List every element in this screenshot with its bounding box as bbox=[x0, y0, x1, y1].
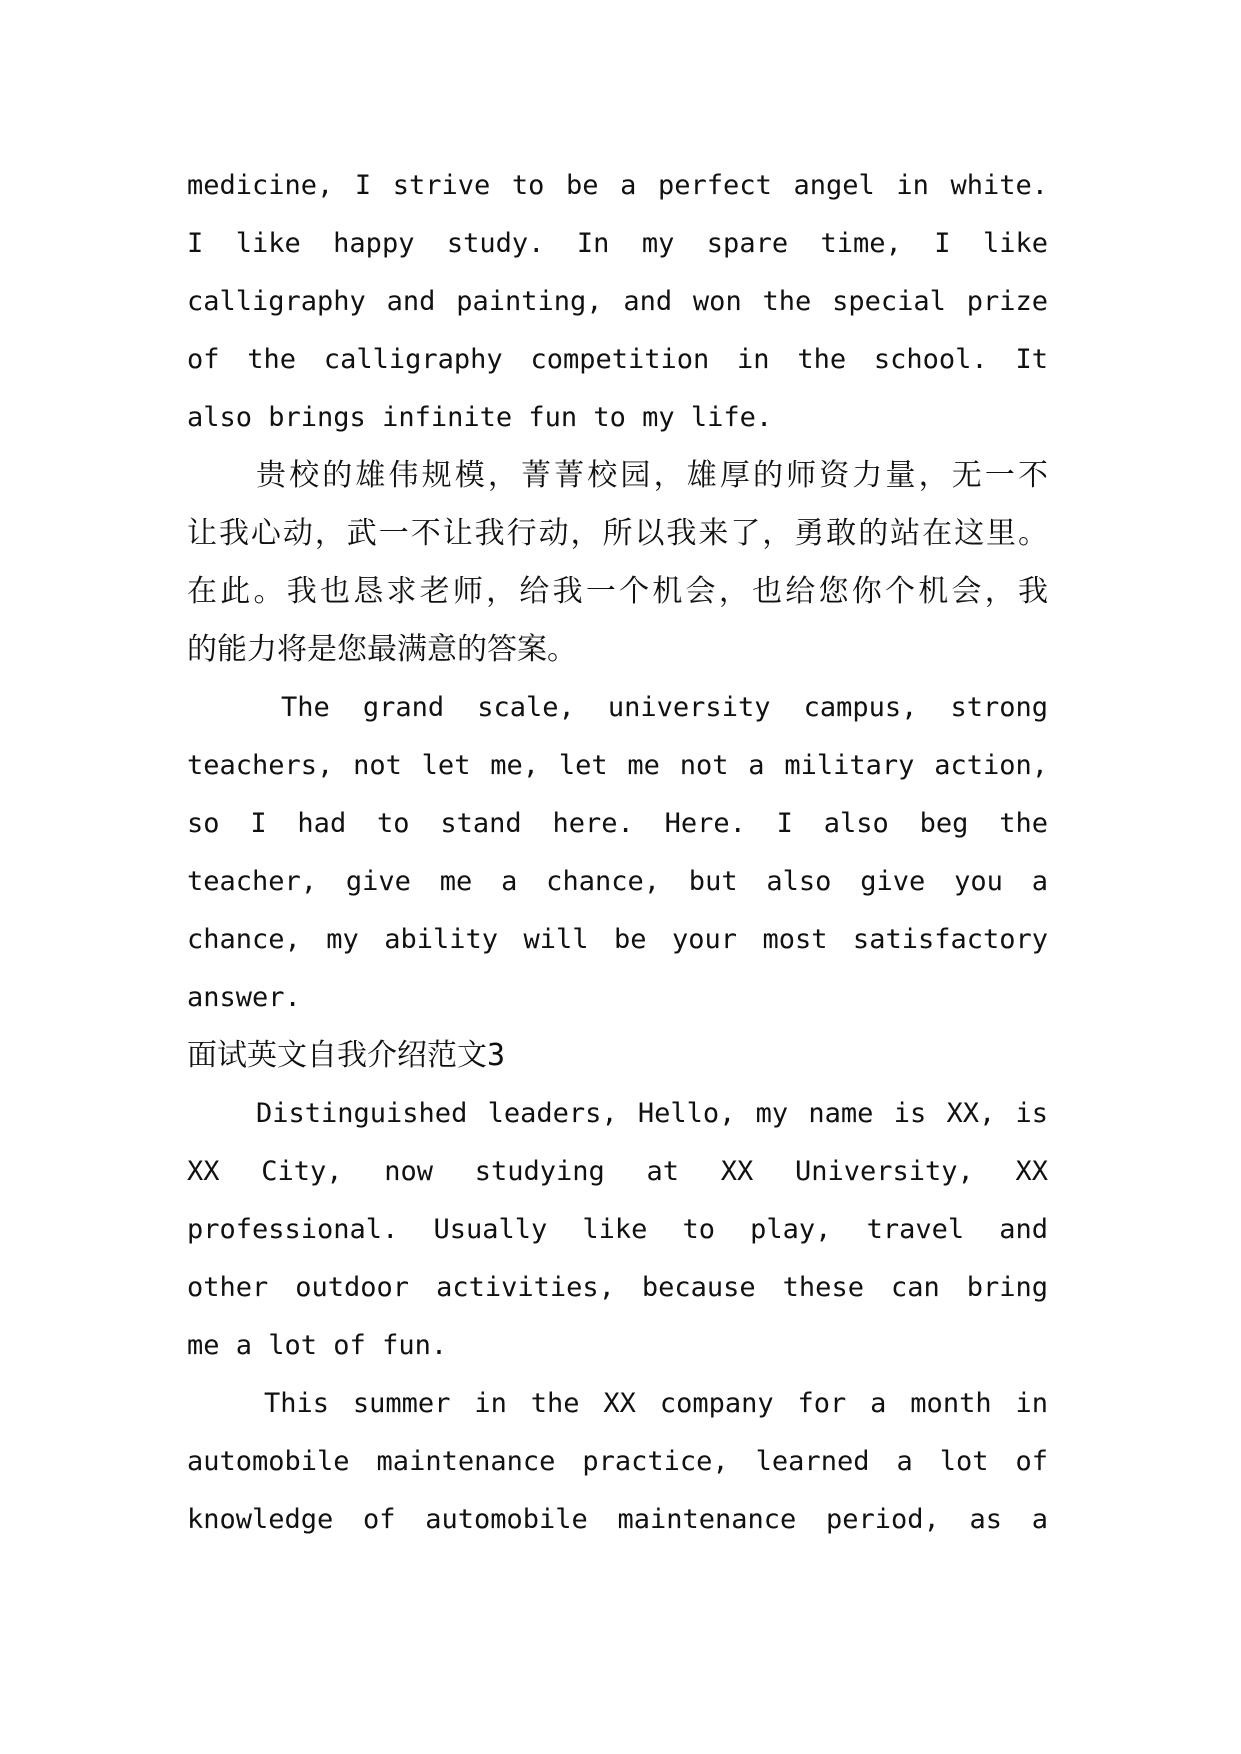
text-line: medicine, I strive to be a perfect angel in white. bbox=[187, 170, 1048, 201]
text-line: Distinguished leaders, Hello, my name is XX, is bbox=[256, 1098, 1048, 1129]
text-line: The grand scale, university campus, strong bbox=[281, 692, 1048, 723]
text-line: XX City, now studying at XX University, XX bbox=[187, 1156, 1048, 1187]
text-line: I like happy study. In my spare time, I like bbox=[187, 228, 1048, 259]
text-line: 贵校的雄伟规模，菁菁校园，雄厚的师资力量，无一不 bbox=[256, 458, 1048, 493]
text-line: of the calligraphy competition in the school. It bbox=[187, 344, 1048, 375]
text-line: automobile maintenance practice, learned a lot of bbox=[187, 1446, 1048, 1477]
paragraph bbox=[187, 447, 1048, 679]
text-line: answer. bbox=[187, 982, 301, 1013]
paragraph bbox=[187, 1085, 1048, 1375]
text-line: professional. Usually like to play, travel and bbox=[187, 1214, 1048, 1245]
text-line: so I had to stand here. Here. I also beg the bbox=[187, 808, 1048, 839]
text-line: teacher, give me a chance, but also give you a bbox=[187, 866, 1048, 897]
section-heading: 面试英文自我介绍范文3 bbox=[187, 1038, 506, 1073]
text-block bbox=[187, 157, 1048, 1549]
text-line: 的能力将是您最满意的答案。 bbox=[187, 632, 577, 667]
text-line: me a lot of fun. bbox=[187, 1330, 448, 1361]
text-line: teachers, not let me, let me not a military action, bbox=[187, 750, 1048, 781]
text-line: 在此。我也恳求老师，给我一个机会，也给您你个机会，我 bbox=[187, 574, 1048, 609]
text-line: chance, my ability will be your most satisfactory bbox=[187, 924, 1048, 955]
paragraph bbox=[187, 679, 1048, 1027]
paragraph bbox=[187, 1375, 1048, 1549]
text-line: other outdoor activities, because these can bring bbox=[187, 1272, 1048, 1303]
text-line: This summer in the XX company for a month in bbox=[264, 1388, 1048, 1419]
text-line: calligraphy and painting, and won the special prize bbox=[187, 286, 1048, 317]
text-line: also brings infinite fun to my life. bbox=[187, 402, 773, 433]
text-line: 让我心动，武一不让我行动，所以我来了，勇敢的站在这里。 bbox=[187, 516, 1048, 551]
text-line: knowledge of automobile maintenance period, as a bbox=[187, 1504, 1048, 1535]
paragraph bbox=[187, 157, 1048, 447]
